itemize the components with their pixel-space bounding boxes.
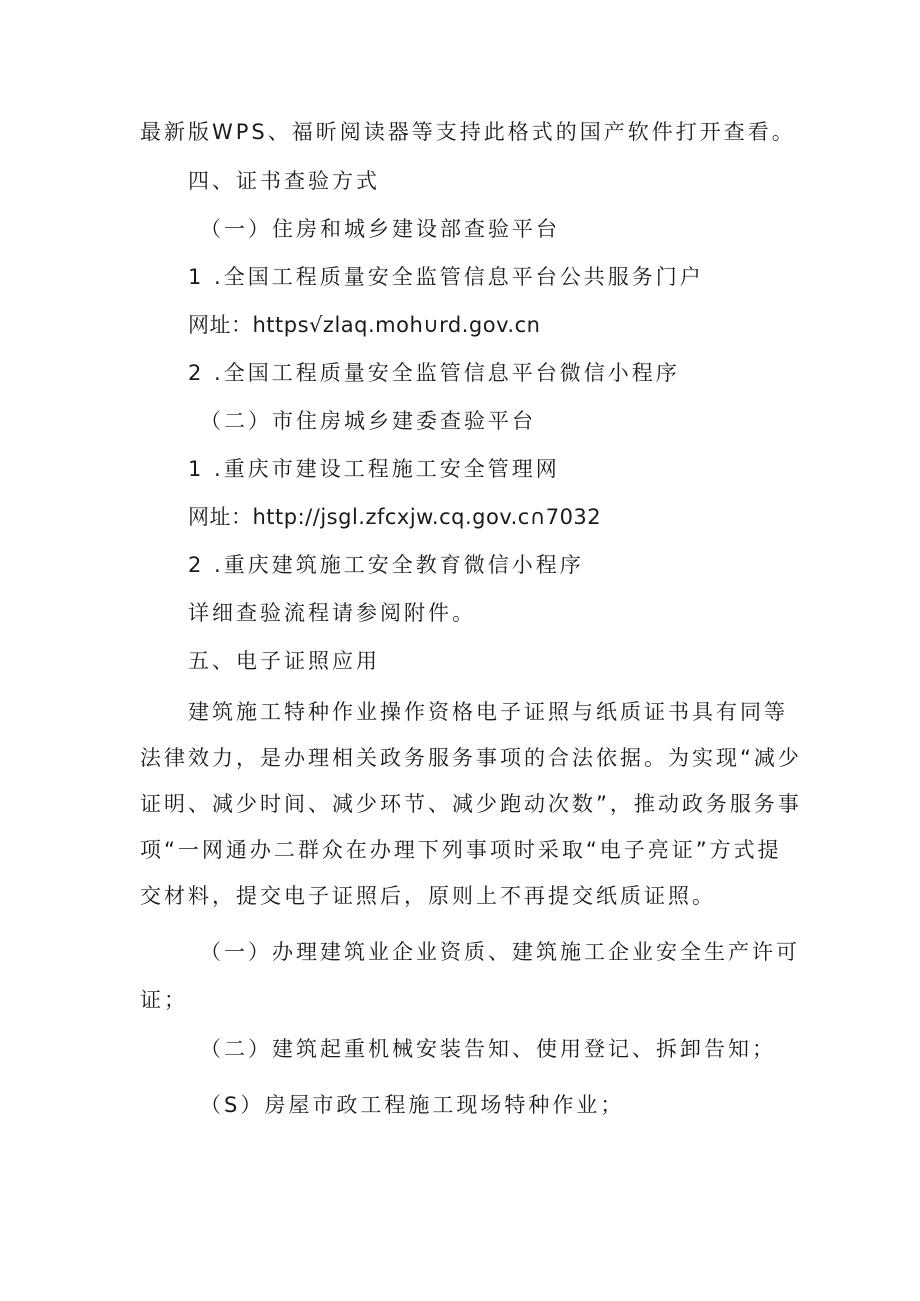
paragraph-line: 交材料，提交电子证照后，原则上不再提交纸质证照。 (140, 884, 716, 908)
section-heading: 四、证书查验方式 (188, 169, 380, 193)
text-line: 详细查验流程请参阅附件。 (188, 601, 476, 625)
list-item: （S）房屋市政工程施工现场特种作业； (200, 1093, 625, 1117)
text-line: 最新版WPS、福昕阅读器等支持此格式的国产软件打开查看。 (140, 120, 796, 144)
list-item: （二）建筑起重机械安装告知、使用登记、拆卸告知； (200, 1037, 776, 1061)
list-item: （一）办理建筑业企业资质、建筑施工企业安全生产许可 (200, 940, 800, 964)
paragraph-line: 法律效力，是办理相关政务服务事项的合法依据。为实现“减少 (140, 746, 802, 770)
list-item: 1 .全国工程质量安全监管信息平台公共服务门户 (188, 265, 704, 289)
list-item: 1 .重庆市建设工程施工安全管理网 (188, 457, 560, 481)
subsection-heading: （二）市住房城乡建委查验平台 (200, 409, 536, 433)
url-line: 网址：http://jsgl.zfcxjw.cq.gov.c∩7032 (188, 505, 602, 529)
paragraph-line: 证明、减少时间、减少环节、减少跑动次数”，推动政务服务事 (140, 792, 802, 816)
list-item: 2 .全国工程质量安全监管信息平台微信小程序 (188, 361, 680, 385)
paragraph-line: 建筑施工特种作业操作资格电子证照与纸质证书具有同等 (188, 700, 788, 724)
subsection-heading: （一）住房和城乡建设部查验平台 (200, 217, 560, 241)
url-line: 网址：https√zlaq.moh∪rd.gov.cn (188, 313, 541, 337)
list-item: 2 .重庆建筑施工安全教育微信小程序 (188, 553, 584, 577)
section-heading: 五、电子证照应用 (188, 649, 380, 673)
list-item-continuation: 证； (140, 988, 188, 1012)
paragraph-line: 项“一网通办二群众在办理下列事项时采取“电子亮证”方式提 (140, 838, 782, 862)
